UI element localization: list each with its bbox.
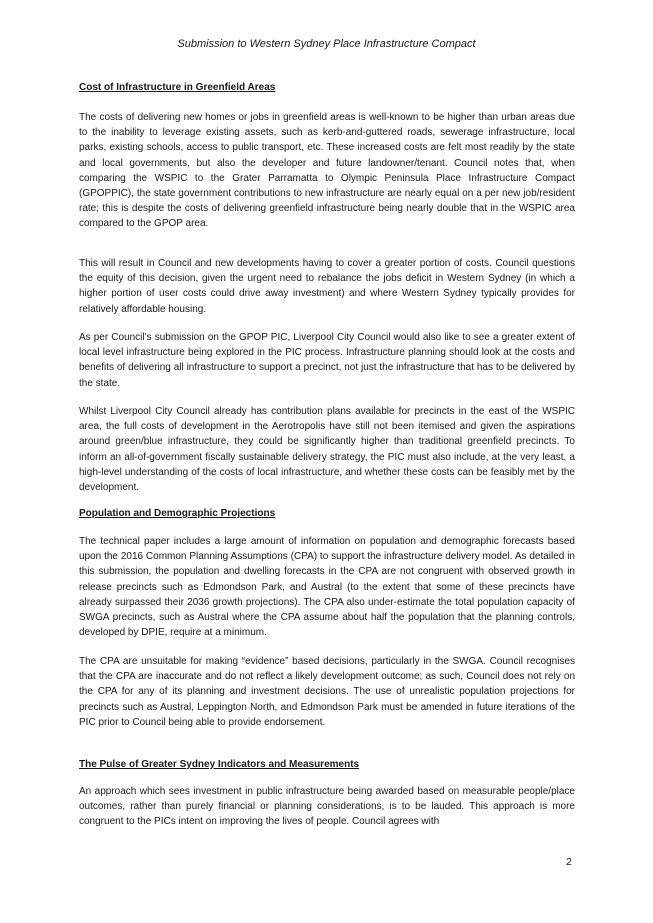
paragraph: An approach which sees investment in public infrastructure being awarded based on measurable people/place outcomes, rather than purely financial or planning considerations, is to be lauded. This approach is more congruent to the PICs intent on improving the lives of people. Council agrees with bbox=[79, 786, 575, 828]
section-heading-infrastructure-cost: Cost of Infrastructure in Greenfield Areas bbox=[79, 82, 276, 93]
paragraph: Whilst Liverpool City Council already has contribution plans available for precincts in the east of the WSPIC area, the full costs of development in the Aerotropolis have still not been itemised and given the aspirations around green/blue infrastructure, they could be significantly higher than traditional greenfield precincts. To inform an all-of-government fiscally sustainable delivery strategy, the PIC must also include, at the very least, a high-level understanding of the costs of local infrastructure, and whether these costs can be feasibly met by the development. bbox=[79, 406, 575, 494]
paragraph: The costs of delivering new homes or jobs in greenfield areas is well-known to be higher than urban areas due to the inability to leverage existing assets, such as kerb-and-guttered roads, sewerage infrastructure, local parks, existing schools, access to public transport, etc. These increased costs are felt most readily by the state and local governments, but also the developer and future landowner/tenant. Council notes that, when comparing the WSPIC to the Grater Parramatta to Olympic Peninsula Place Infrastructure Compact (GPOPPIC), the state government contributions to new infrastructure are nearly equal on a per new job/resident rate; this is despite the costs of delivering greenfield infrastructure being nearly double that in the WSPIC area compared to the GPOP area. bbox=[79, 112, 575, 230]
page-number: 2 bbox=[566, 856, 572, 868]
paragraph: The CPA are unsuitable for making “evidence” based decisions, particularly in the SWGA. Council recognises that the CPA are inaccurate and do not reflect a likely development outcome; as such, Council does not rely on the CPA for any of its planning and investment decisions. The use of unrealistic population projections for precincts such as Austral, Leppington North, and Edmondson Park must be amended in future iterations of the PIC prior to Council being able to provide endorsement. bbox=[79, 656, 575, 728]
paragraph: As per Council’s submission on the GPOP PIC, Liverpool City Council would also like to see a greater extent of local level infrastructure being explored in the PIC process. Infrastructure planning should look at the costs and benefits of delivering all infrastructure to support a precinct, not just the infrastructure that has to be delivered by the state. bbox=[79, 332, 575, 389]
section-heading-pulse-indicators: The Pulse of Greater Sydney Indicators and Measurements bbox=[79, 759, 360, 770]
paragraph: The technical paper includes a large amount of information on population and demographic forecasts based upon the 2016 Common Planning Assumptions (CPA) to support the infrastructure delivery model. As detailed in this submission, the population and dwelling forecasts in the CPA are not congruent with observed growth in release precincts such as Edmondson Park, and Austral (to the extent that some of these precincts have already surpassed their 2036 growth projections). The CPA also under-estimate the total population capacity of SWGA precincts, such as Austral where the CPA assume about half the population that the planning controls, developed by DPIE, require at a minimum. bbox=[79, 536, 575, 639]
page-header: Submission to Western Sydney Place Infrastructure Compact bbox=[177, 38, 476, 50]
paragraph: This will result in Council and new developments having to cover a greater portion of costs. Council questions the equity of this decision, given the urgent need to rebalance the jobs deficit in Western Sydney (in which a higher portion of user costs could drive away investment) and where Western Sydney typically provides for relatively affordable housing. bbox=[79, 258, 575, 315]
section-heading-population-projections: Population and Demographic Projections bbox=[79, 508, 276, 519]
